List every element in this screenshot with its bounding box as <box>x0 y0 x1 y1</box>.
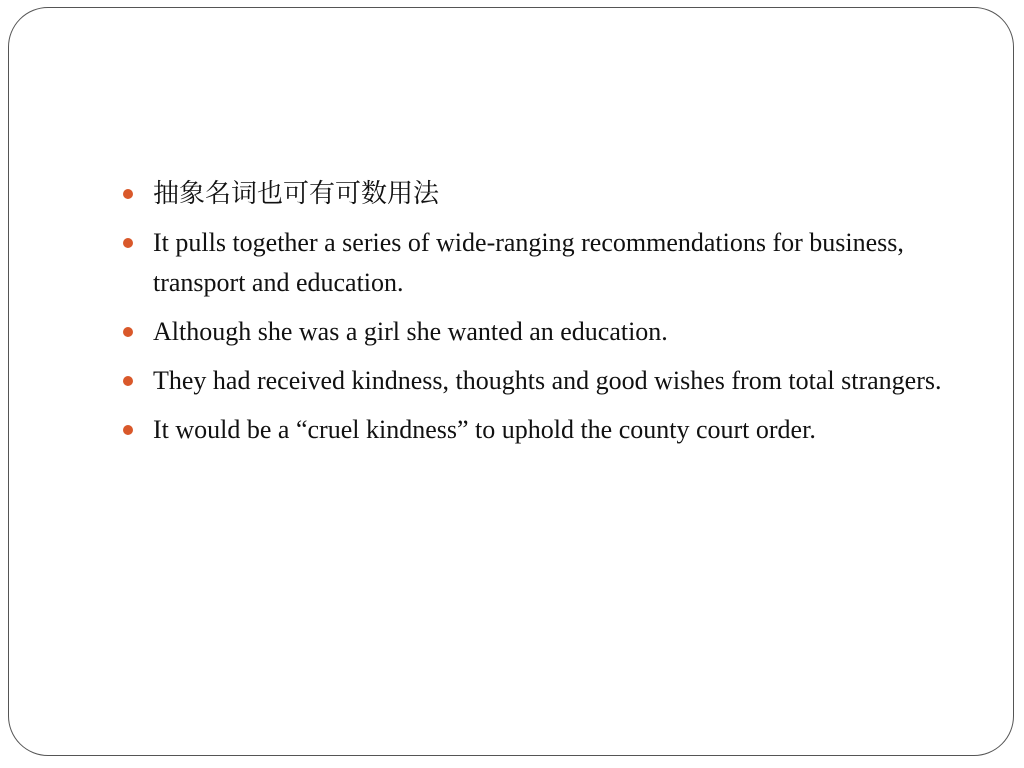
bullet-item-4 <box>123 361 953 401</box>
bullet-item-2 <box>123 223 953 303</box>
bullet-item-5 <box>123 410 953 450</box>
bullet-dot-icon <box>123 376 133 386</box>
bullet-text: 抽象名词也可有可数用法 <box>153 179 440 208</box>
bullet-text: It would be a “cruel kindness” to uphold the county court order. <box>153 415 816 444</box>
bullet-text: They had received kindness, thoughts and good wishes from total strangers. <box>153 366 942 395</box>
bullet-dot-icon <box>123 327 133 337</box>
bullet-text: Although she was a girl she wanted an education. <box>153 317 668 346</box>
bullet-dot-icon <box>123 238 133 248</box>
slide-frame <box>8 7 1014 756</box>
bullet-dot-icon <box>123 425 133 435</box>
bullet-item-1 <box>123 174 953 214</box>
bullet-item-3 <box>123 312 953 352</box>
bullet-dot-icon <box>123 189 133 199</box>
bullet-list <box>123 174 953 459</box>
bullet-text: It pulls together a series of wide-ranging recommendations for business, transport and education. <box>153 228 904 297</box>
